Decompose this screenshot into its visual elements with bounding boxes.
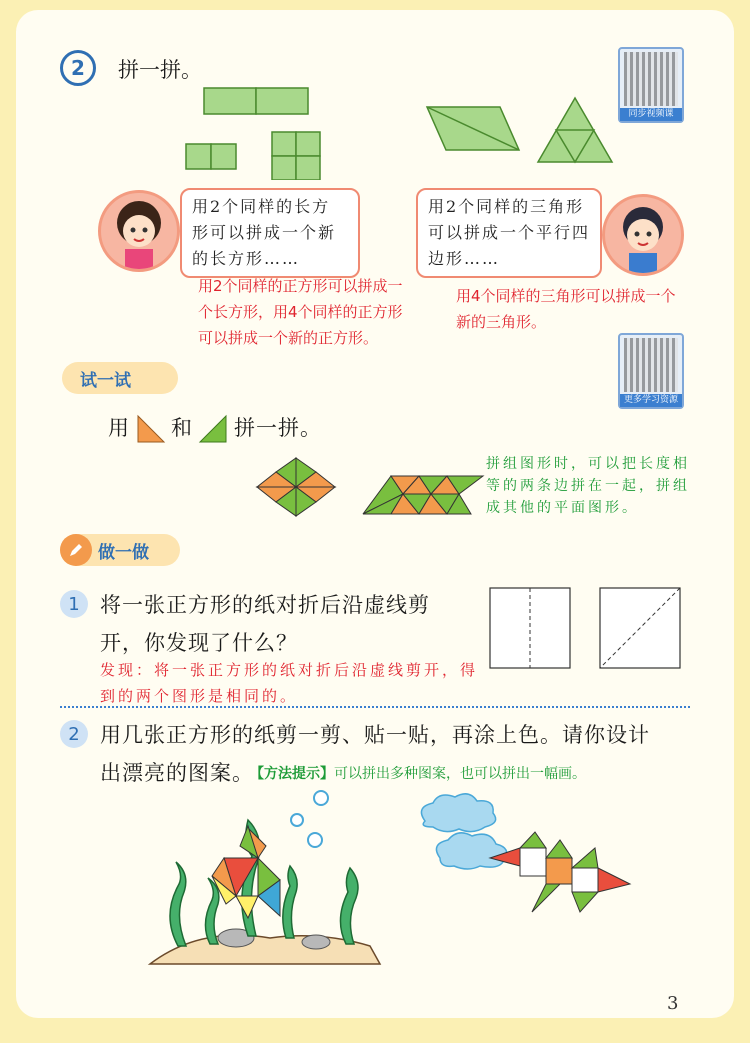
qr-caption: 同步视频课 (620, 108, 682, 121)
qr-code-icon (624, 52, 678, 106)
girl-speech-bubble: 用2个同样的长方形可以拼成一个新的长方形…… (180, 188, 360, 278)
square-d (296, 132, 320, 156)
rect-a (204, 88, 256, 114)
section-number: 2 (60, 50, 96, 86)
hint (250, 763, 586, 783)
tip-note: 拼组图形时，可以把长度相等的两条边拼在一起，拼组成其他的平面图形。 (486, 456, 690, 516)
shape-examples (180, 80, 620, 180)
orange-triangle-icon (136, 414, 166, 444)
question-1-line2: 开，你发现了什么？ (100, 631, 298, 655)
answer-note-left: 用2个同样的正方形可以拼成一个长方形，用4个同样的正方形可以拼成一个新的正方形。 (198, 277, 403, 347)
green-triangle-icon (198, 414, 228, 444)
square-paper-vertical (490, 588, 570, 668)
qr-code-video[interactable] (618, 47, 684, 123)
qr-code-resources[interactable] (618, 333, 684, 409)
try-tag: 试一试 (62, 362, 178, 394)
hint-label: 【方法提示】 (250, 766, 334, 782)
square-a (186, 144, 211, 169)
question-1-answer: 发现：将一张正方形的纸对折后沿虚线剪开，得到的两个图形是相同的。 (100, 661, 479, 705)
question-1-number: 1 (60, 590, 88, 618)
folded-paper-diagrams (488, 586, 688, 670)
try-instruction-use: 用 (108, 416, 130, 440)
hint-text: 可以拼出多种图案，也可以拼出一幅画。 (334, 766, 586, 782)
boy-speech-bubble: 用2个同样的三角形可以拼成一个平行四边形…… (416, 188, 602, 278)
qr-code-icon (624, 338, 678, 392)
question-2-line2: 出漂亮的图案。 (100, 761, 254, 785)
pencil-icon (60, 534, 92, 566)
question-1-line1: 将一张正方形的纸对折后沿虚线剪 (100, 593, 430, 617)
separator (60, 706, 690, 708)
do-tag-label: 做一做 (98, 542, 149, 563)
qr-caption: 更多学习资源 (620, 394, 682, 407)
question-2-number: 2 (60, 720, 88, 748)
square-f (296, 156, 320, 180)
question-2-line1: 用几张正方形的纸剪一剪、贴一贴，再涂上色。请你设计 (100, 723, 650, 747)
try-instruction-and: 和 (171, 416, 193, 440)
girl-avatar (98, 190, 180, 272)
try-instruction-end: 拼一拼。 (234, 416, 322, 440)
answer-note-right: 用4个同样的三角形可以拼成一个新的三角形。 (456, 287, 676, 331)
collage-illustration (140, 786, 640, 976)
boy-avatar (602, 194, 684, 276)
try-patterns (255, 456, 495, 518)
square-b (211, 144, 236, 169)
square-c (272, 132, 296, 156)
rect-b (256, 88, 308, 114)
section-title: 拼一拼。 (118, 58, 202, 82)
page-number: 3 (667, 993, 679, 1014)
do-tag (60, 534, 180, 566)
square-e (272, 156, 296, 180)
